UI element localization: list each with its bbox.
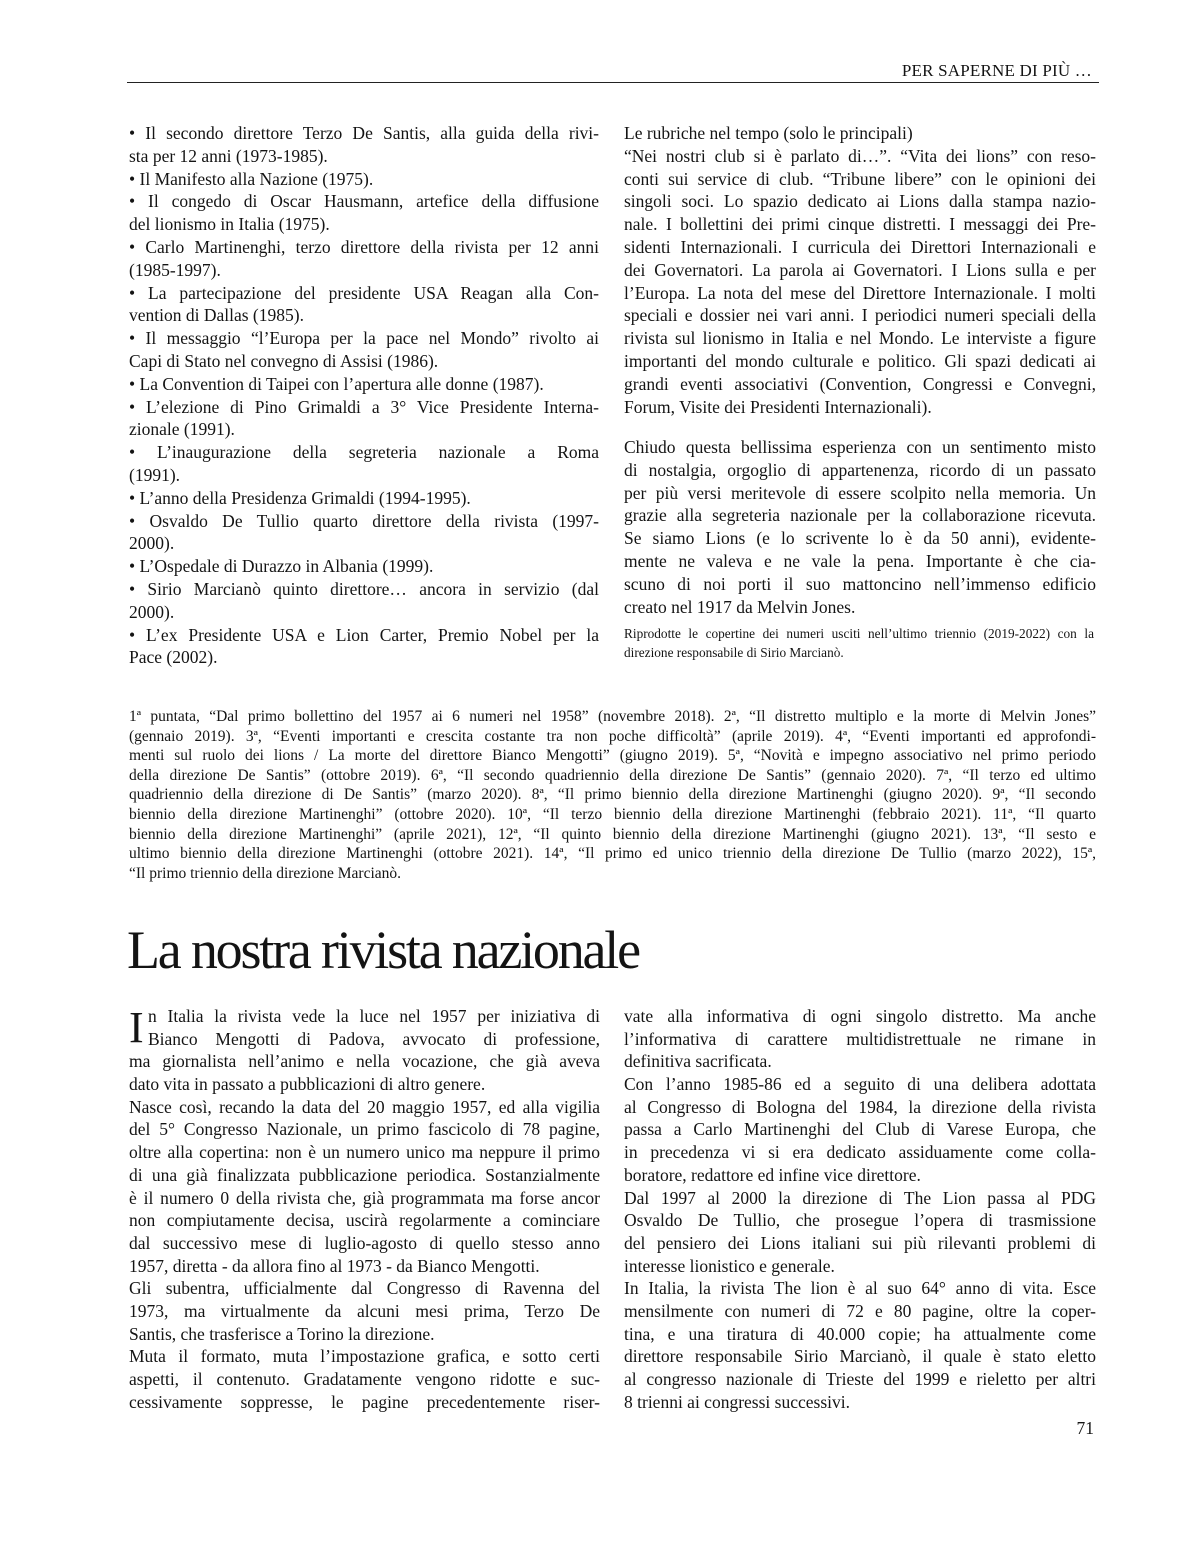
closing-line: per più versi meritevole di essere scolpito nella memoria. Un [624,482,1096,503]
rubriche-line: conti sui service di club. “Tribune libere” con le opinioni dei [624,168,1096,189]
note-line: menti sul ruolo dei lions / La morte del direttore Bianco Mengotti” (giugno 2019). 5ª, “Novità e impegno associativo nel primo periodo [129,747,1096,765]
article-line: 1957, diretta - da allora fino al 1973 - da Bianco Mengotti. [129,1255,540,1276]
article-line: mensilmente con numeri di 72 e 80 pagine, oltre la coper- [624,1300,1096,1321]
closing-paragraph [624,436,1096,618]
rubriche-line: l’Europa. La nota del mese del Direttore Internazionale. I molti [624,282,1096,303]
timeline-line: 2000). [129,533,175,554]
timeline-line: • Il secondo direttore Terzo De Santis, alla guida della rivi- [129,123,599,143]
page-number: 71 [1076,1418,1094,1438]
timeline-line: • L’Ospedale di Durazzo in Albania (1999). [129,556,434,577]
article-line: definitiva sacrificata. [624,1051,772,1072]
image-caption [624,625,1094,662]
rubriche-line: grandi eventi associativi (Convention, Congressi e Convegni, [624,373,1096,394]
article-line: tina, e una tiratura di 40.000 copie; ha attualmente come [624,1323,1096,1344]
rubriche-line: speciali e dossier nei vari anni. I periodici numeri speciali della [624,305,1096,326]
article-line: Bianco Mengotti di Padova, avvocato di professione, [148,1028,600,1049]
closing-line: creato nel 1917 da Melvin Jones. [624,596,856,617]
article-line: l’informativa di carattere multidistrettuale ne rimane in [624,1028,1096,1049]
closing-line: Chiudo questa bellissima esperienza con un sentimento misto [624,437,1096,457]
article-line: non compiutamente decisa, uscirà regolarmente a cominciare [129,1210,600,1231]
article-left-column [129,1005,600,1413]
article-line: dato vita in passato a pubblicazioni di altro genere. [129,1074,486,1095]
closing-line: mente ne valeva e ne vale la pena. Importante è che cia- [624,550,1096,571]
closing-line: di nostalgia, orgoglio di appartenenza, ricordo di un passato [624,459,1096,480]
note-line: biennio della direzione Martinenghi” (ottobre 2020). 10ª, “Il terzo biennio della direzione Martinenghi (febbraio 2021). 11ª, “Il quarto [129,805,1096,823]
timeline-line: • L’inaugurazione della segreteria nazionale a Roma [129,442,599,463]
timeline-line: sta per 12 anni (1973-1985). [129,145,328,166]
series-notes [129,707,1096,883]
article-line: è il numero 0 della rivista che, già programmata ma forse ancor [129,1187,600,1208]
article-line: Muta il formato, muta l’impostazione grafica, e sotto certi [129,1346,600,1367]
timeline-line: (1991). [129,464,181,485]
timeline-line: 2000). [129,601,175,622]
drop-cap: I [129,1003,144,1052]
timeline-line: vention di Dallas (1985). [129,305,304,326]
caption-line: direzione responsabile di Sirio Marcianò. [624,644,844,660]
article-line: del pensiero dei Lions italiani sui più rilevanti problemi di [624,1232,1096,1253]
timeline-line: zionale (1991). [129,419,235,440]
article-line: cessivamente soppresse, le pagine precedentemente riser- [129,1391,600,1412]
timeline-line: • Il Manifesto alla Nazione (1975). [129,168,374,189]
timeline-line: Pace (2002). [129,647,218,668]
rubriche-line: sidenti Internazionali. I curricula dei Direttori Internazionali e [624,236,1096,257]
article-line: oltre alla copertina: non è un numero unico ma neppure il primo [129,1142,600,1163]
article-line: al Congresso di Bologna del 1984, la direzione della rivista [624,1096,1096,1117]
timeline-line: Capi di Stato nel convegno di Assisi (1986). [129,350,439,371]
article-line: di una già finalizzata pubblicazione periodica. Sostanzialmente [129,1164,600,1185]
note-line: quadriennio della direzione di De Santis” (marzo 2020). 8ª, “Il primo biennio della direzione Martinenghi (giugno 2020). 9ª, “Il secondo [129,786,1096,804]
timeline-line: • La Convention di Taipei con l’apertura alle donne (1987). [129,373,544,394]
article-line: boratore, redattore ed infine vice direttore. [624,1164,921,1185]
article-line: Gli subentra, ufficialmente dal Congresso di Ravenna del [129,1278,600,1299]
article-line: passa a Carlo Martinenghi del Club di Varese Europa, che [624,1119,1096,1140]
article-right-column [624,1005,1096,1413]
timeline-line: • Carlo Martinenghi, terzo direttore della rivista per 12 anni [129,236,599,257]
article-line: Osvaldo De Tullio, che prosegue l’opera di trasmissione [624,1210,1096,1231]
closing-line: scuno di noi porti il suo mattoncino nell’immenso edificio [624,573,1096,594]
rubriche-line: “Nei nostri club si è parlato di…”. “Vita dei lions” con reso- [624,145,1096,166]
article-line: 8 trienni ai congressi successivi. [624,1391,850,1412]
rubriche-section [624,122,1096,418]
article-line: in precedenza vi si era dedicato assiduamente come colla- [624,1142,1096,1163]
timeline-line: • Osvaldo De Tullio quarto direttore della rivista (1997- [129,510,599,531]
timeline-line: • L’ex Presidente USA e Lion Carter, Premio Nobel per la [129,624,599,645]
note-line: ultimo biennio della direzione Martinenghi (ottobre 2021). 14ª, “Il primo ed unico triennio della direzione De Tullio (marzo 2022), 15ª, [129,845,1096,863]
article-line: dal successivo mese di luglio-agosto di quello stesso anno [129,1232,600,1253]
note-line: “Il primo triennio della direzione Marcianò. [129,864,402,882]
rubriche-line: singoli soci. Lo spazio dedicato ai Lions dalla stampa nazio- [624,191,1096,212]
running-head: PER SAPERNE DI PIÙ … [901,61,1092,80]
rubriche-line: rivista sul lionismo in Italia e nel Mondo. Le interviste a figure [624,328,1096,349]
article-title: La nostra rivista nazionale [127,920,639,980]
rubriche-line: dei Governatori. La parola ai Governatori. I Lions sulla e per [624,259,1096,280]
note-line: (gennaio 2019). 3ª, “Eventi importanti e crescita costante tra non poche difficoltà” (aprile 2019). 4ª, “Eventi importanti ed approfondi- [129,727,1096,745]
timeline-line: (1985-1997). [129,259,221,280]
note-line: 1ª puntata, “Dal primo bollettino del 1957 ai 6 numeri nel 1958” (novembre 2018). 2ª, “Il distretto multiplo e la morte di Melvin Jones” [129,708,1096,725]
article-line: aspetti, il contenuto. Gradatamente vengono ridotte e suc- [129,1369,600,1389]
caption-line: Riprodotte le copertine dei numeri usciti nell’ultimo triennio (2019-2022) con la [624,626,1094,641]
timeline-line: • Il congedo di Oscar Hausmann, artefice della diffusione [129,191,599,212]
article-line: In Italia, la rivista The lion è al suo 64° anno di vita. Esce [624,1278,1096,1299]
timeline-line: • L’elezione di Pino Grimaldi a 3° Vice Presidente Interna- [129,396,599,417]
article-line: del 5° Congresso Nazionale, un primo fascicolo di 78 pagine, [129,1119,600,1140]
article-line: ma giornalista nell’animo e nella vocazione, che già aveva [129,1051,600,1072]
rubriche-line: Forum, Visite dei Presidenti Internazionali). [624,396,932,417]
rubriche-line: nale. I bollettini dei primi cinque distretti. I messaggi dei Pre- [624,214,1096,235]
article-line: direttore responsabile Sirio Marcianò, il quale è stato eletto [624,1346,1096,1367]
article-line: n Italia la rivista vede la luce nel 1957 per iniziativa di [148,1006,600,1026]
article-line: Con l’anno 1985-86 ed a seguito di una delibera adottata [624,1074,1096,1095]
timeline-line: • Sirio Marcianò quinto direttore… ancora in servizio (dal [129,578,599,599]
article-line: 1973, ma virtualmente da alcuni mesi prima, Terzo De [129,1300,600,1321]
timeline-line: • Il messaggio “l’Europa per la pace nel Mondo” rivolto ai [129,328,599,349]
timeline-line: • L’anno della Presidenza Grimaldi (1994-1995). [129,487,471,508]
rubriche-heading: Le rubriche nel tempo (solo le principali) [624,123,913,143]
article-line: Santis, che trasferisce a Torino la direzione. [129,1323,435,1344]
timeline-line: • La partecipazione del presidente USA Reagan alla Con- [129,282,599,303]
article-line: Nasce così, recando la data del 20 maggio 1957, ed alla vigilia [129,1096,600,1117]
closing-line: grazie alla segreteria nazionale per la collaborazione ricevuta. [624,505,1096,526]
timeline-list [129,122,599,669]
article-line: al congresso nazionale di Trieste del 1999 e rieletto per altri [624,1369,1096,1389]
note-line: biennio della direzione Martinenghi” (aprile 2021), 12ª, “Il quinto biennio della direzione Martinenghi (giugno 2021). 13ª, “Il sesto e [129,825,1096,843]
timeline-line: del lionismo in Italia (1975). [129,214,330,235]
article-line: vate alla informativa di ogni singolo distretto. Ma anche [624,1006,1096,1026]
rubriche-line: importanti del mondo culturale e politico. Gli spazi dedicati ai [624,350,1096,371]
article-line: Dal 1997 al 2000 la direzione di The Lion passa al PDG [624,1187,1096,1208]
closing-line: Se siamo Lions (e lo scrivente lo è da 50 anni), evidente- [624,528,1096,549]
header-rule [127,82,1099,83]
note-line: della direzione De Santis” (ottobre 2019). 6ª, “Il secondo quadriennio della direzione De Santis” (gennaio 2020). 7ª, “Il terzo ed ultimo [129,766,1096,784]
article-line: interesse lionistico e generale. [624,1255,835,1276]
